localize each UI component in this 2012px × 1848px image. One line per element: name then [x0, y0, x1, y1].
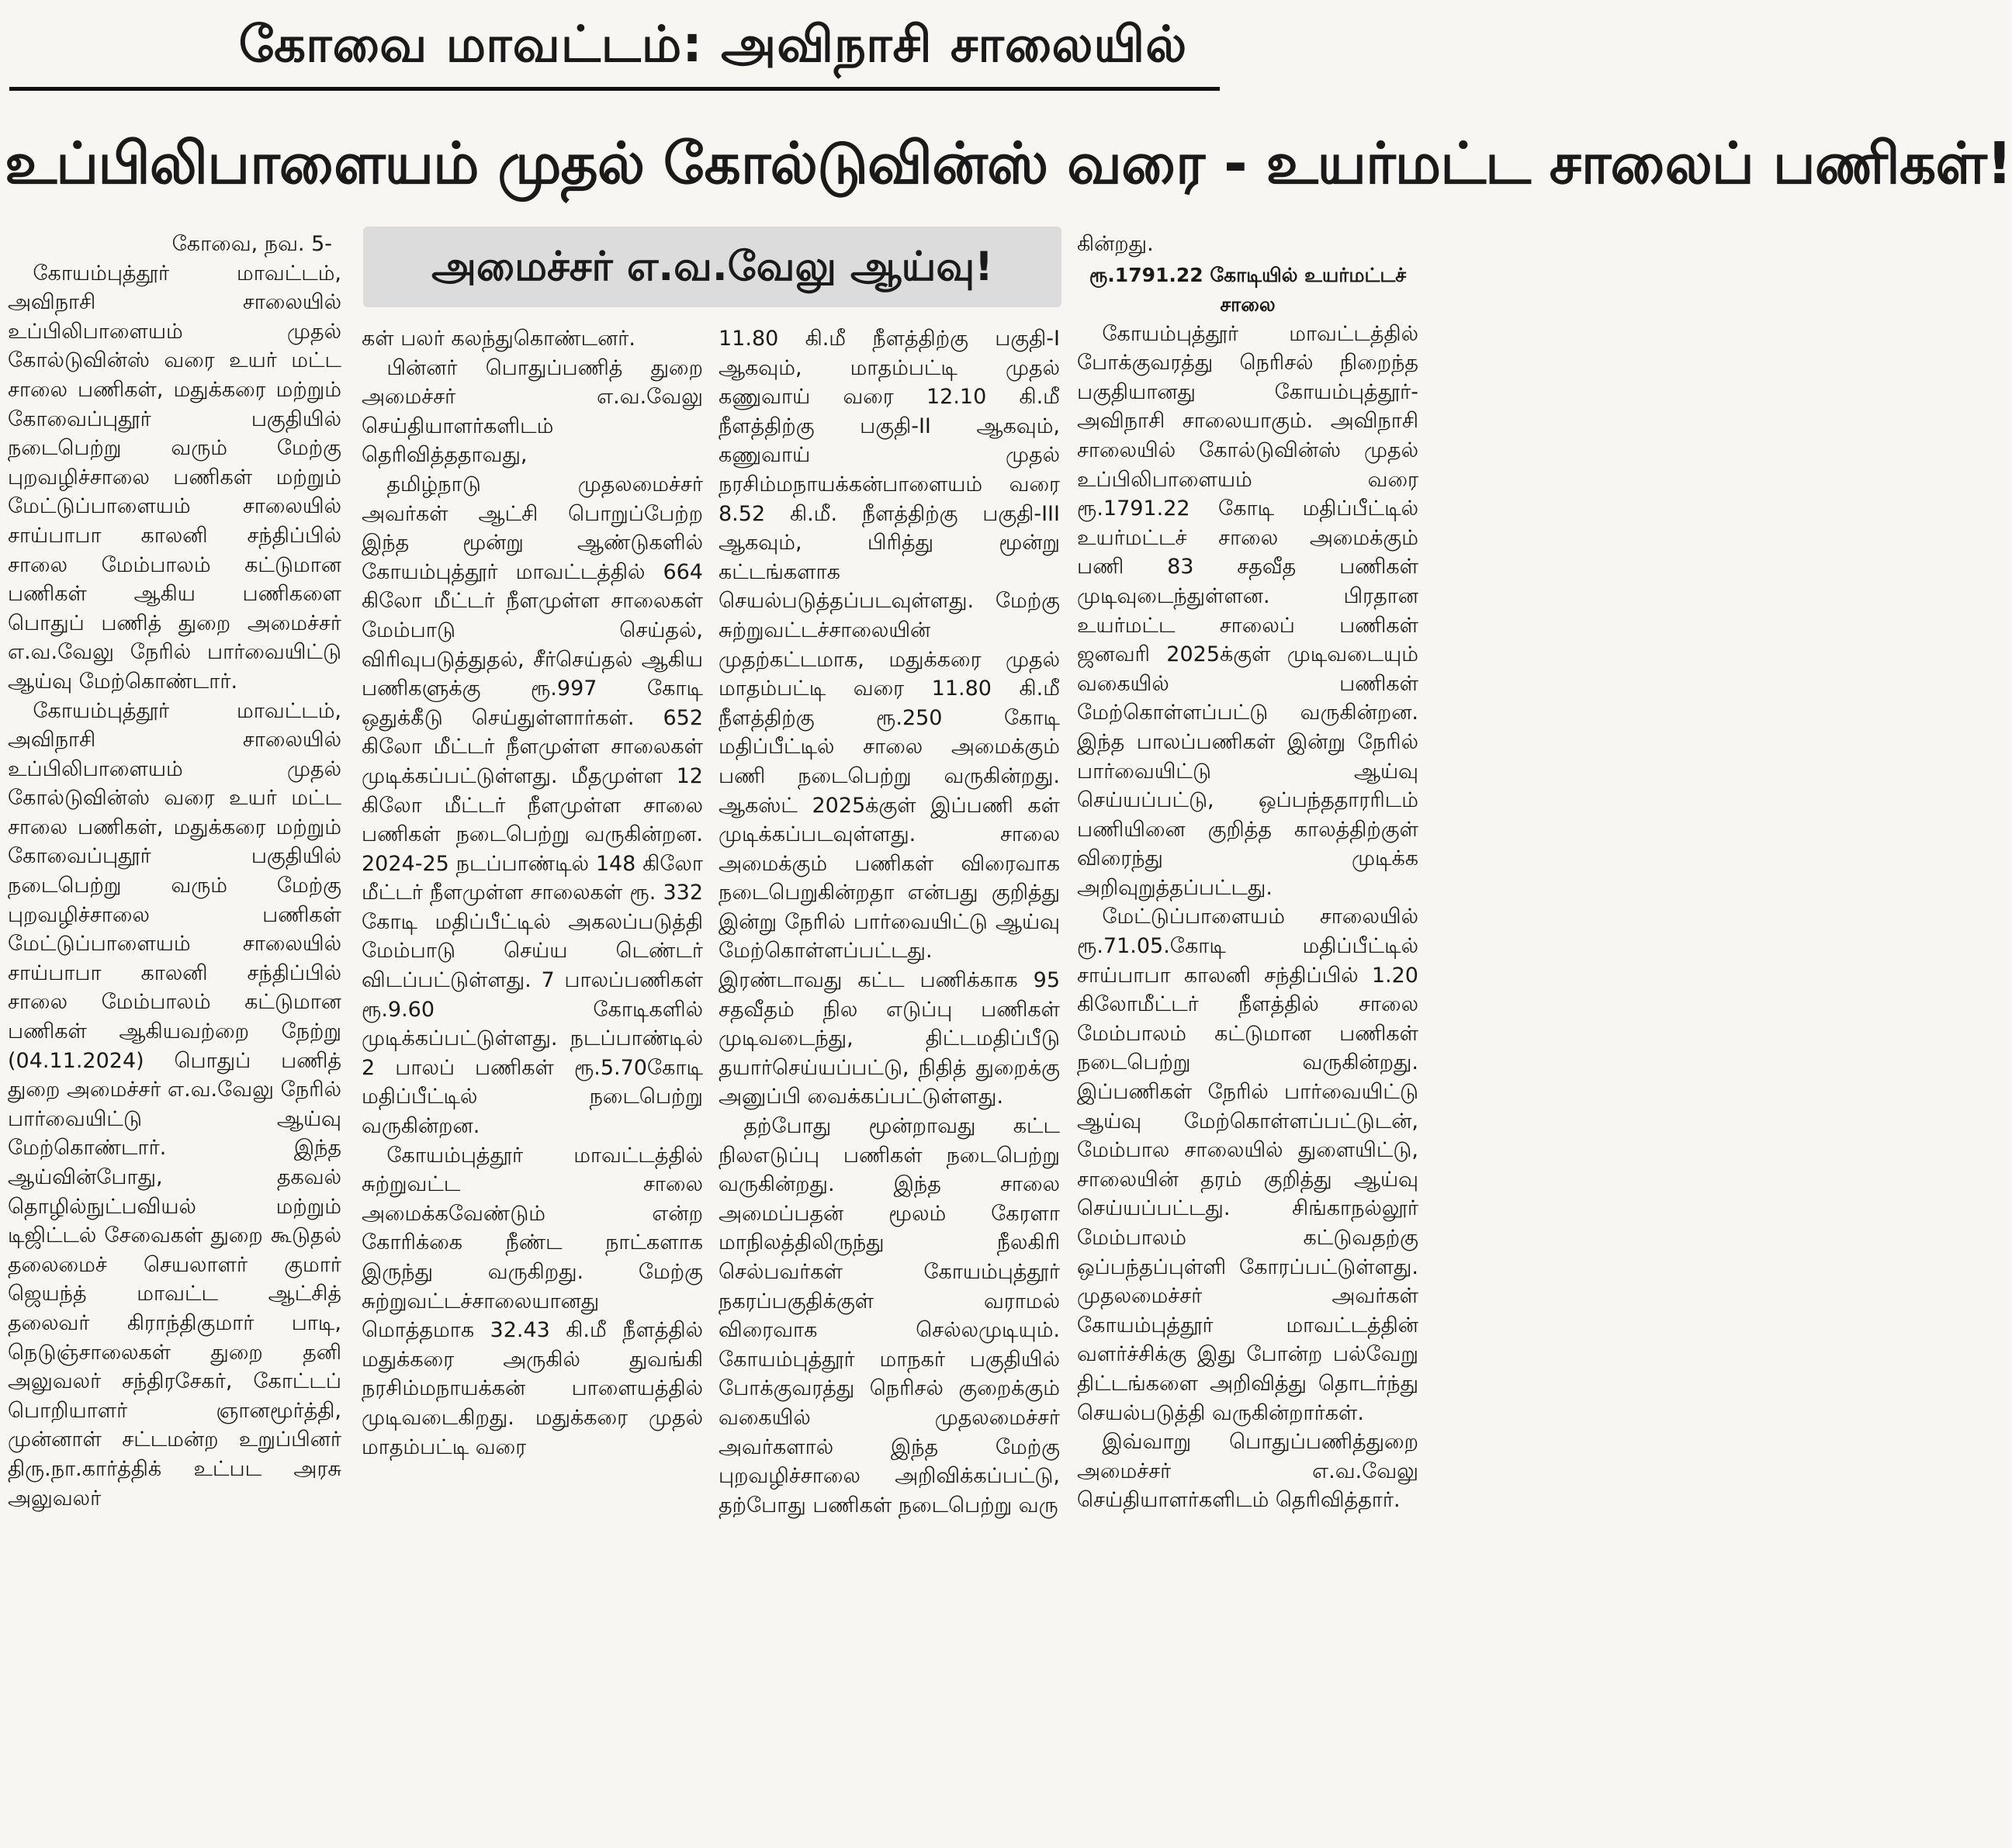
paragraph: கோயம்புத்தூர் மாவட்டத்தில் சுற்றுவட்ட சாலை அமைக்கவேண்டும் என்ற கோரிக்கை நீண்ட நாட்களாக இருந்து வருகிறது. மேற்கு சுற்றுவட்டச்சாலையானது மொத்தமாக 32.43 கி.மீ நீளத்தில் மதுக்கரை அருகில் துவங்கி நரசிம்மநாயக்கன் பாளையத்தில் முடிவடைகிறது. மதுக்கரை முதல் மாதம்பட்டி வரை — [362, 1143, 703, 1459]
main-headline: உப்பிலிபாளையம் முதல் கோல்டுவின்ஸ் வரை - உயர்மட்ட சாலைப் பணிகள்! — [5, 130, 2012, 197]
article-column-2 — [362, 324, 703, 1843]
paragraph: தமிழ்நாடு முதலமைச்சர் அவர்கள் ஆட்சி பொறுப்பேற்ற இந்த மூன்று ஆண்டுகளில் கோயம்புத்தூர் மாவட்டத்தில் 664 கிலோ மீட்டர் நீளமுள்ள சாலைகள் மேம்பாடு செய்தல், விரிவுபடுத்துதல், சீர்செய்தல் ஆகிய பணிகளுக்கு ரூ.997 கோடி ஒதுக்கீடு செய்துள்ளார்கள். 652 கிலோ மீட்டர் நீளமுள்ள சாலைகள் முடிக்கப்பட்டுள்ளது. மீதமுள்ள 12 கிலோ மீட்டர் நீளமுள்ள சாலை பணிகள் நடைபெற்று வருகின்றன. 2024-25 நடப்பாண்டில் 148 கிலோ மீட்டர் நீளமுள்ள சாலைகள் ரூ. 332 கோடி மதிப்பீட்டில் அகலப்படுத்தி மேம்பாடு செய்ய டெண்டர் விடப்பட்டுள்ளது. 7 பாலப்பணிகள் ரூ.9.60 கோடிகளில் முடிக்கப்பட்டுள்ளது. நடப்பாண்டில் 2 பாலப் பணிகள் ரூ.5.70கோடி மதிப்பீட்டில் நடைபெற்று வருகின்றன. — [362, 472, 703, 1139]
article-column-4 — [1077, 230, 1418, 1843]
section-subheading: ரூ.1791.22 கோடியில் உயர்மட்டச் சாலை — [1089, 263, 1407, 316]
dateline: கோவை, நவ. 5- — [171, 232, 332, 256]
paragraph: கோயம்புத்தூர் மாவட்டத்தில் போக்குவரத்து நெரிசல் நிறைந்த பகுதியானது கோயம்புத்தூர்-அவிநாசி சாலையாகும். அவிநாசி சாலையில் கோல்டுவின்ஸ் முதல் உப்பிலிபாளையம் வரை ரூ.1791.22 கோடி மதிப்பீட்டில் உயர்மட்டச் சாலை அமைக்கும் பணி 83 சதவீத பணிகள் முடிவுடைந்துள்ளன. பிரதான உயர்மட்ட சாலைப் பணிகள் ஜனவரி 2025க்குள் முடிவடையும் வகையில் பணிகள் மேற்கொள்ளப்பட்டு வருகின்றன. இந்த பாலப்பணிகள் இன்று நேரில் பார்வையிட்டு ஆய்வு செய்யப்பட்டு, ஒப்பந்ததாரரிடம் பணியினை குறித்த காலத்திற்குள் விரைந்து முடிக்க அறிவுறுத்தப்பட்டது. — [1077, 321, 1418, 900]
paragraph: கின்றது. — [1077, 232, 1154, 256]
paragraph: தற்போது மூன்றாவது கட்ட நிலஎடுப்பு பணிகள் நடைபெற்று வருகின்றது. இந்த சாலை அமைப்பதன் மூலம் கேரளா மாநிலத்திலிருந்து நீலகிரி செல்பவர்கள் கோயம்புத்தூர் நகரப்பகுதிக்குள் வராமல் விரைவாக செல்லமுடியும். கோயம்புத்தூர் மாநகர் பகுதியில் போக்குவரத்து நெரிசல் குறைக்கும் வகையில் முதலமைச்சர் அவர்களால் இந்த மேற்கு புறவழிச்சாலை அறிவிக்கப்பட்டு, தற்போது பணிகள் நடைபெற்று வரு — [719, 1114, 1060, 1518]
paragraph: கோயம்புத்தூர் மாவட்டம், அவிநாசி சாலையில் உப்பிலிபாளையம் முதல் கோல்டுவின்ஸ் வரை உயர் மட்ட சாலை பணிகள், மதுக்கரை மற்றும் கோவைப்புதூர் பகுதியில் நடைபெற்று வரும் மேற்கு புறவழிச்சாலை பணிகள் மற்றும் மேட்டுப்பாளையம் சாலையில் சாய்பாபா காலனி சந்திப்பில் சாலை மேம்பாலம் கட்டுமான பணிகள் ஆகிய பணிகளை பொதுப் பணித் துறை அமைச்சர் எ.வ.வேலு நேரில் பார்வையிட்டு ஆய்வு மேற்கொண்டார். — [8, 261, 341, 694]
paragraph: மேட்டுப்பாளையம் சாலையில் ரூ.71.05.கோடி மதிப்பீட்டில் சாய்பாபா காலனி சந்திப்பில் 1.20 கிலோமீட்டர் நீளத்தில் சாலை மேம்பாலம் கட்டுமான பணிகள் நடைபெற்று வருகின்றது. இப்பணிகள் நேரில் பார்வையிட்டு ஆய்வு மேற்கொள்ளப்பட்டுடன், மேம்பால சாலையில் துளையிட்டு, சாலையின் தரம் குறித்து ஆய்வு செய்யப்பட்டது. சிங்காநல்லூர் மேம்பாலம் கட்டுவதற்கு ஒப்பந்தப்புள்ளி கோரப்பட்டுள்ளது. முதலமைச்சர் அவர்கள் கோயம்புத்தூர் மாவட்டத்தின் வளர்ச்சிக்கு இது போன்ற பல்வேறு திட்டங்களை அறிவித்து தொடர்ந்து செயல்படுத்தி வருகின்றார்கள். — [1077, 905, 1418, 1425]
subheadline-box: அமைச்சர் எ.வ.வேலு ஆய்வு! — [363, 227, 1061, 307]
heading-divider — [9, 87, 1220, 91]
paragraph: கள் பலர் கலந்துகொண்டனர். — [362, 327, 635, 351]
paragraph: இவ்வாறு பொதுப்பணித்துறை அமைச்சர் எ.வ.வேலு செய்தியாளர்களிடம் தெரிவித்தார். — [1077, 1430, 1418, 1513]
paragraph: கோயம்புத்தூர் மாவட்டம், அவிநாசி சாலையில் உப்பிலிபாளையம் முதல் கோல்டுவின்ஸ் வரை உயர் மட்ட சாலை பணிகள், மதுக்கரை மற்றும் கோவைப்புதூர் பகுதியில் நடைபெற்று வரும் மேற்கு புறவழிச்சாலை பணிகள் மேட்டுப்பாளையம் சாலையில் சாய்பாபா காலனி சந்திப்பில் சாலை மேம்பாலம் கட்டுமான பணிகள் ஆகியவற்றை நேற்று (04.11.2024) பொதுப் பணித் துறை அமைச்சர் எ.வ.வேலு நேரில் பார்வையிட்டு ஆய்வு மேற்கொண்டார். இந்த ஆய்வின்போது, தகவல் தொழில்நுட்பவியல் மற்றும் டிஜிட்டல் சேவைகள் துறை கூடுதல் தலைமைச் செயலாளர் குமார் ஜெயந்த் மாவட்ட ஆட்சித் தலைவர் கிராந்திகுமார் பாடி, நெடுஞ்சாலைகள் துறை தனி அலுவலர் சந்திரசேகர், கோட்டப் பொறியாளர் ஞானமூர்த்தி, முன்னாள் சட்டமன்ற உறுப்பினர் திரு.நா.கார்த்திக் உட்பட அரசு அலுவலர் — [8, 698, 341, 1511]
article-column-3 — [719, 324, 1060, 1843]
kicker-heading: கோவை மாவட்டம்: அவிநாசி சாலையில் — [238, 16, 1188, 74]
article-column-1 — [8, 230, 341, 1843]
paragraph: 11.80 கி.மீ நீளத்திற்கு பகுதி-I ஆகவும், மாதம்பட்டி முதல் கணுவாய் வரை 12.10 கி.மீ நீளத்திற்கு பகுதி-II ஆகவும், கணுவாய் முதல் நரசிம்மநாயக்கன்பாளையம் வரை 8.52 கி.மீ. நீளத்திற்கு பகுதி-III ஆகவும், பிரித்து மூன்று கட்டங்களாக செயல்படுத்தப்படவுள்ளது. மேற்கு சுற்றுவட்டச்சாலையின் முதற்கட்டமாக, மதுக்கரை முதல் மாதம்பட்டி வரை 11.80 கி.மீ நீளத்திற்கு ரூ.250 கோடி மதிப்பீட்டில் சாலை அமைக்கும் பணி நடைபெற்று வருகின்றது. ஆகஸ்ட் 2025க்குள் இப்பணி கள் முடிக்கப்படவுள்ளது. சாலை அமைக்கும் பணிகள் விரைவாக நடைபெறுகின்றதா என்பது குறித்து இன்று நேரில் பார்வையிட்டு ஆய்வு மேற்கொள்ளப்பட்டது. இரண்டாவது கட்ட பணிக்காக 95 சதவீதம் நில எடுப்பு பணிகள் முடிவடைந்து, திட்டமதிப்பீடு தயார்செய்யப்பட்டு, நிதித் துறைக்கு அனுப்பி வைக்கப்பட்டுள்ளது. — [719, 327, 1060, 1109]
paragraph: பின்னர் பொதுப்பணித் துறை அமைச்சர் எ.வ.வேலு செய்தியாளர்களிடம் தெரிவித்ததாவது, — [362, 355, 703, 468]
